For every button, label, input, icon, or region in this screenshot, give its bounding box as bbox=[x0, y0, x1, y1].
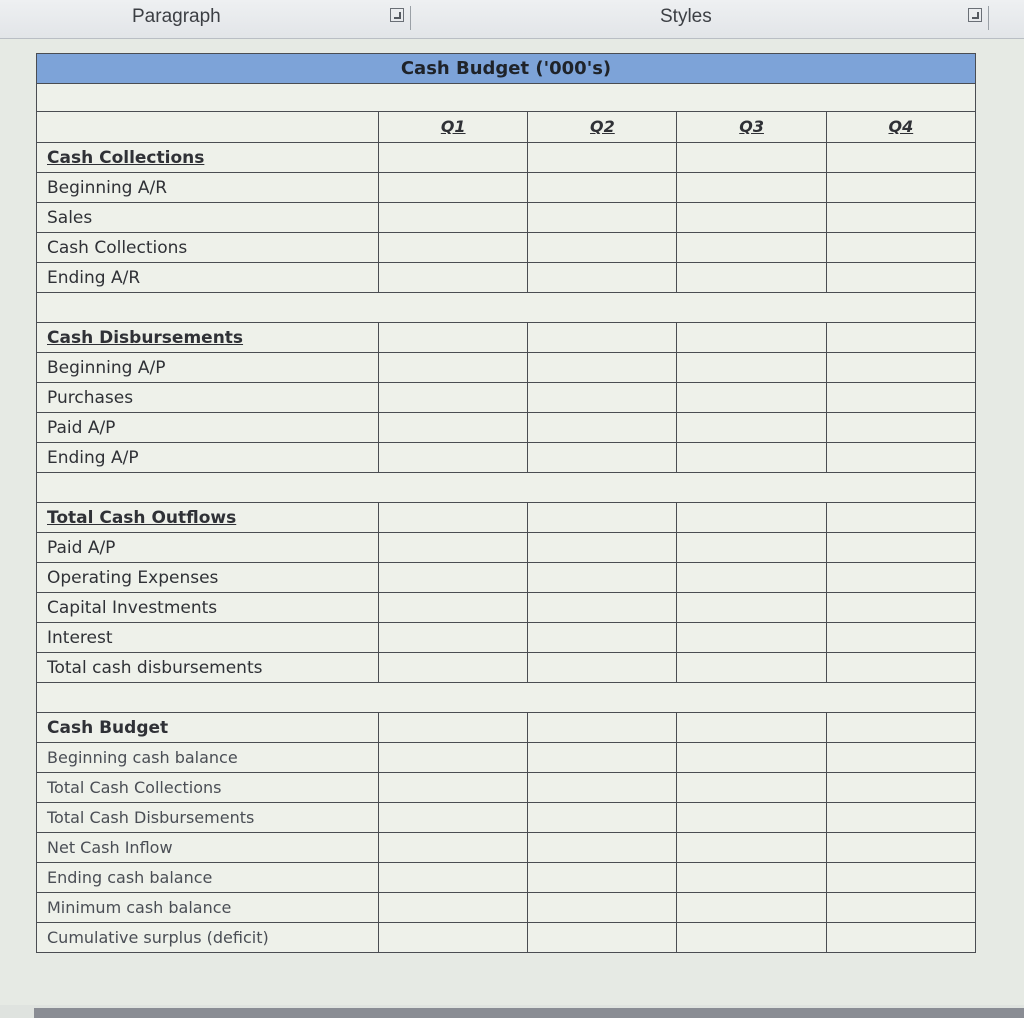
table-row bbox=[37, 833, 976, 863]
value-cell[interactable] bbox=[379, 563, 528, 593]
quarter-header-q2[interactable]: Q2 bbox=[528, 112, 677, 143]
value-cell[interactable] bbox=[528, 713, 677, 743]
value-cell[interactable] bbox=[677, 863, 826, 893]
table-row bbox=[37, 653, 976, 683]
empty-cell[interactable] bbox=[37, 84, 976, 112]
value-cell[interactable] bbox=[528, 233, 677, 263]
section-header-row bbox=[37, 143, 976, 173]
value-cell[interactable] bbox=[677, 353, 826, 383]
value-cell[interactable] bbox=[826, 563, 975, 593]
section-title[interactable]: Total Cash Outflows bbox=[37, 503, 379, 533]
value-cell[interactable] bbox=[379, 653, 528, 683]
value-cell[interactable] bbox=[677, 443, 826, 473]
paragraph-dialog-launcher-icon[interactable] bbox=[390, 8, 404, 22]
table-title-row bbox=[37, 54, 976, 84]
row-label[interactable]: Paid A/P bbox=[37, 413, 379, 443]
value-cell[interactable] bbox=[677, 563, 826, 593]
row-label[interactable]: Beginning A/R bbox=[37, 173, 379, 203]
table-row bbox=[37, 803, 976, 833]
empty-cell[interactable] bbox=[37, 683, 976, 713]
value-cell[interactable] bbox=[677, 173, 826, 203]
value-cell[interactable] bbox=[677, 743, 826, 773]
value-cell[interactable] bbox=[677, 773, 826, 803]
value-cell[interactable] bbox=[826, 773, 975, 803]
value-cell[interactable] bbox=[826, 803, 975, 833]
value-cell[interactable] bbox=[677, 653, 826, 683]
value-cell[interactable] bbox=[826, 443, 975, 473]
section-title[interactable]: Cash Disbursements bbox=[37, 323, 379, 353]
value-cell[interactable] bbox=[677, 263, 826, 293]
row-label[interactable]: Paid A/P bbox=[37, 533, 379, 563]
section-header-row bbox=[37, 323, 976, 353]
value-cell[interactable] bbox=[528, 743, 677, 773]
row-label[interactable]: Total Cash Disbursements bbox=[37, 803, 379, 833]
value-cell[interactable] bbox=[826, 533, 975, 563]
section-header-row bbox=[37, 503, 976, 533]
value-cell[interactable] bbox=[379, 923, 528, 953]
value-cell[interactable] bbox=[379, 443, 528, 473]
value-cell[interactable] bbox=[677, 623, 826, 653]
value-cell[interactable] bbox=[826, 743, 975, 773]
ribbon-divider bbox=[988, 6, 989, 30]
value-cell[interactable] bbox=[528, 773, 677, 803]
value-cell[interactable] bbox=[379, 203, 528, 233]
table-row bbox=[37, 743, 976, 773]
section-header-row bbox=[37, 713, 976, 743]
row-label[interactable]: Total cash disbursements bbox=[37, 653, 379, 683]
row-label[interactable]: Interest bbox=[37, 623, 379, 653]
value-cell[interactable] bbox=[379, 713, 528, 743]
value-cell[interactable] bbox=[528, 863, 677, 893]
value-cell[interactable] bbox=[826, 833, 975, 863]
table-row bbox=[37, 923, 976, 953]
value-cell[interactable] bbox=[528, 383, 677, 413]
value-cell[interactable] bbox=[826, 353, 975, 383]
value-cell[interactable] bbox=[826, 923, 975, 953]
value-cell[interactable] bbox=[677, 413, 826, 443]
table-row bbox=[37, 623, 976, 653]
value-cell[interactable] bbox=[528, 353, 677, 383]
value-cell[interactable] bbox=[379, 773, 528, 803]
value-cell[interactable] bbox=[677, 143, 826, 173]
value-cell[interactable] bbox=[677, 533, 826, 563]
value-cell[interactable] bbox=[528, 323, 677, 353]
value-cell[interactable] bbox=[379, 893, 528, 923]
quarter-header-q4[interactable]: Q4 bbox=[826, 112, 975, 143]
table-row bbox=[37, 773, 976, 803]
value-cell[interactable] bbox=[677, 233, 826, 263]
empty-cell[interactable] bbox=[37, 473, 976, 503]
value-cell[interactable] bbox=[677, 803, 826, 833]
value-cell[interactable] bbox=[379, 173, 528, 203]
value-cell[interactable] bbox=[379, 863, 528, 893]
value-cell[interactable] bbox=[677, 923, 826, 953]
quarter-header-q1[interactable]: Q1 bbox=[379, 112, 528, 143]
value-cell[interactable] bbox=[528, 923, 677, 953]
section-gap-row bbox=[37, 473, 976, 503]
table-row bbox=[37, 443, 976, 473]
value-cell[interactable] bbox=[379, 263, 528, 293]
value-cell[interactable] bbox=[826, 143, 975, 173]
empty-cell[interactable] bbox=[37, 293, 976, 323]
section-gap-row bbox=[37, 683, 976, 713]
value-cell[interactable] bbox=[677, 713, 826, 743]
table-row bbox=[37, 203, 976, 233]
value-cell[interactable] bbox=[826, 233, 975, 263]
value-cell[interactable] bbox=[379, 593, 528, 623]
empty-cell[interactable] bbox=[37, 112, 379, 143]
row-label[interactable]: Beginning cash balance bbox=[37, 743, 379, 773]
row-label[interactable]: Capital Investments bbox=[37, 593, 379, 623]
table-row bbox=[37, 593, 976, 623]
value-cell[interactable] bbox=[528, 653, 677, 683]
value-cell[interactable] bbox=[528, 803, 677, 833]
value-cell[interactable] bbox=[379, 383, 528, 413]
row-label[interactable]: Cash Collections bbox=[37, 233, 379, 263]
value-cell[interactable] bbox=[379, 143, 528, 173]
value-cell[interactable] bbox=[826, 863, 975, 893]
value-cell[interactable] bbox=[677, 593, 826, 623]
value-cell[interactable] bbox=[528, 563, 677, 593]
row-label[interactable]: Minimum cash balance bbox=[37, 893, 379, 923]
value-cell[interactable] bbox=[528, 443, 677, 473]
value-cell[interactable] bbox=[528, 503, 677, 533]
value-cell[interactable] bbox=[677, 503, 826, 533]
row-label[interactable]: Ending A/P bbox=[37, 443, 379, 473]
table-row bbox=[37, 413, 976, 443]
value-cell[interactable] bbox=[528, 173, 677, 203]
styles-dialog-launcher-icon[interactable] bbox=[968, 8, 982, 22]
table-title[interactable]: Cash Budget ('000's) bbox=[37, 54, 976, 84]
section-title[interactable]: Cash Collections bbox=[37, 143, 379, 173]
quarter-header-q3[interactable]: Q3 bbox=[677, 112, 826, 143]
value-cell[interactable] bbox=[379, 503, 528, 533]
row-label[interactable]: Net Cash Inflow bbox=[37, 833, 379, 863]
table-row bbox=[37, 233, 976, 263]
value-cell[interactable] bbox=[826, 263, 975, 293]
value-cell[interactable] bbox=[528, 893, 677, 923]
row-label[interactable]: Operating Expenses bbox=[37, 563, 379, 593]
value-cell[interactable] bbox=[826, 623, 975, 653]
row-label[interactable]: Ending cash balance bbox=[37, 863, 379, 893]
value-cell[interactable] bbox=[379, 323, 528, 353]
value-cell[interactable] bbox=[528, 623, 677, 653]
value-cell[interactable] bbox=[528, 593, 677, 623]
document-page[interactable] bbox=[0, 39, 1024, 1005]
value-cell[interactable] bbox=[528, 833, 677, 863]
value-cell[interactable] bbox=[826, 323, 975, 353]
value-cell[interactable] bbox=[379, 623, 528, 653]
value-cell[interactable] bbox=[826, 713, 975, 743]
value-cell[interactable] bbox=[677, 893, 826, 923]
section-title[interactable]: Cash Budget bbox=[37, 713, 379, 743]
spacer-row bbox=[37, 84, 976, 112]
table-row bbox=[37, 893, 976, 923]
value-cell[interactable] bbox=[826, 173, 975, 203]
paragraph-group-label: Paragraph bbox=[132, 6, 221, 27]
table-row bbox=[37, 353, 976, 383]
value-cell[interactable] bbox=[826, 593, 975, 623]
styles-group-label: Styles bbox=[660, 6, 712, 27]
value-cell[interactable] bbox=[528, 263, 677, 293]
row-label[interactable]: Purchases bbox=[37, 383, 379, 413]
table-row bbox=[37, 533, 976, 563]
value-cell[interactable] bbox=[528, 413, 677, 443]
row-label[interactable]: Beginning A/P bbox=[37, 353, 379, 383]
row-label[interactable]: Ending A/R bbox=[37, 263, 379, 293]
section-gap-row bbox=[37, 293, 976, 323]
table-row bbox=[37, 383, 976, 413]
value-cell[interactable] bbox=[379, 353, 528, 383]
value-cell[interactable] bbox=[826, 383, 975, 413]
value-cell[interactable] bbox=[379, 233, 528, 263]
value-cell[interactable] bbox=[826, 503, 975, 533]
value-cell[interactable] bbox=[528, 203, 677, 233]
cash-budget-table[interactable] bbox=[36, 53, 976, 953]
value-cell[interactable] bbox=[677, 833, 826, 863]
value-cell[interactable] bbox=[826, 413, 975, 443]
value-cell[interactable] bbox=[677, 203, 826, 233]
value-cell[interactable] bbox=[379, 803, 528, 833]
table-row bbox=[37, 173, 976, 203]
table-row bbox=[37, 263, 976, 293]
table-row bbox=[37, 563, 976, 593]
value-cell[interactable] bbox=[826, 893, 975, 923]
ribbon-divider bbox=[410, 6, 411, 30]
ribbon-strip bbox=[0, 0, 1024, 39]
value-cell[interactable] bbox=[528, 143, 677, 173]
value-cell[interactable] bbox=[677, 323, 826, 353]
bottom-edge bbox=[34, 1008, 1024, 1018]
value-cell[interactable] bbox=[826, 653, 975, 683]
row-label[interactable]: Sales bbox=[37, 203, 379, 233]
value-cell[interactable] bbox=[826, 203, 975, 233]
value-cell[interactable] bbox=[677, 383, 826, 413]
quarter-header-row bbox=[37, 112, 976, 143]
value-cell[interactable] bbox=[528, 533, 677, 563]
row-label[interactable]: Cumulative surplus (deficit) bbox=[37, 923, 379, 953]
value-cell[interactable] bbox=[379, 533, 528, 563]
value-cell[interactable] bbox=[379, 413, 528, 443]
row-label[interactable]: Total Cash Collections bbox=[37, 773, 379, 803]
table-row bbox=[37, 863, 976, 893]
value-cell[interactable] bbox=[379, 833, 528, 863]
value-cell[interactable] bbox=[379, 743, 528, 773]
